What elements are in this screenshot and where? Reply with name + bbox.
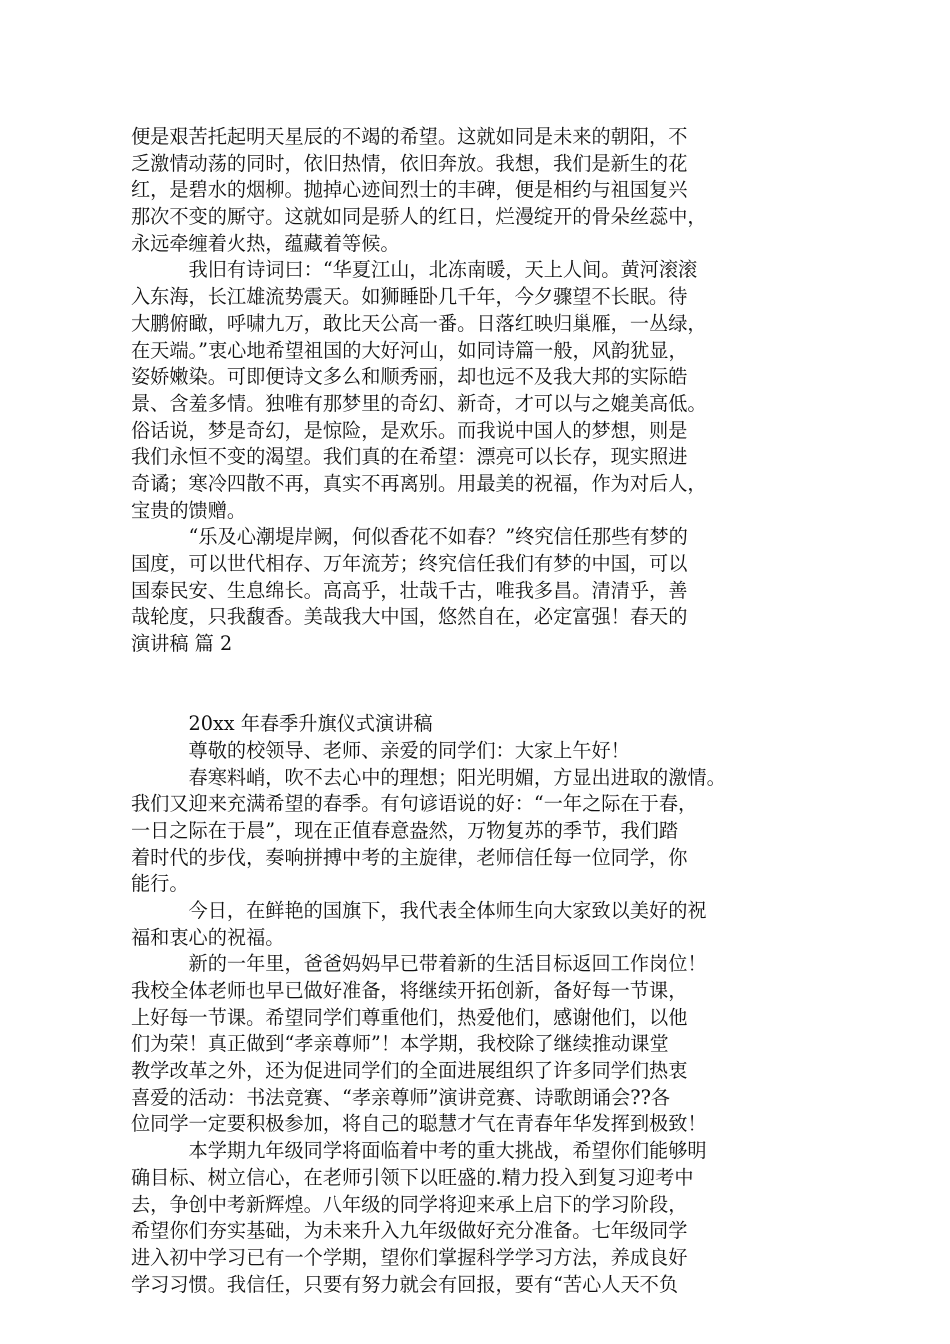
text-line: 入东海，长江雄流势震天。如狮睡卧几千年，今夕骤望不长眠。待 bbox=[131, 285, 688, 309]
text-line: 着时代的步伐，奏响拼搏中考的主旋律，老师信任每一位同学，你 bbox=[131, 845, 688, 869]
text-line: 那次不变的厮守。这就如同是骄人的红日，烂漫绽开的骨朵丝蕊中， bbox=[131, 205, 707, 229]
text-line: 宝贵的馈赠。 bbox=[131, 498, 247, 522]
text-line: 进入初中学习已有一个学期，望你们掌握科学学习方法，养成良好 bbox=[131, 1245, 688, 1269]
text-line: 一日之际在于晨”，现在正值春意盎然，万物复苏的季节，我们踏 bbox=[131, 818, 679, 842]
text-line: 喜爱的活动：书法竞赛、“孝亲尊师”演讲竞赛、诗歌朗诵会??各 bbox=[131, 1085, 671, 1109]
text-line: 教学改革之外，还为促进同学们的全面进展组织了许多同学们热衷 bbox=[131, 1059, 688, 1083]
text-line: 新的一年里，爸爸妈妈早已带着新的生活目标返回工作岗位！ bbox=[131, 952, 707, 976]
text-line: 姿娇嫩染。可即便诗文多么和顺秀丽，却也远不及我大邦的实际皓 bbox=[131, 365, 688, 389]
text-line: 永远牵缠着火热，蕴藏着等候。 bbox=[131, 231, 400, 255]
text-line: 去，争创中考新辉煌。八年级的同学将迎来承上启下的学习阶段， bbox=[131, 1192, 688, 1216]
text-line: 今日，在鲜艳的国旗下，我代表全体师生向大家致以美好的祝 bbox=[131, 898, 707, 922]
text-line: 我们又迎来充满希望的春季。有句谚语说的好：“一年之际在于春， bbox=[131, 792, 698, 816]
text-line: 在天端。”衷心地希望祖国的大好河山，如同诗篇一般，风韵犹显， bbox=[131, 338, 688, 362]
text-line: “乐及心潮堤岸阙，何似香花不如春？”终究信任那些有梦的 bbox=[131, 525, 688, 549]
text-line: 我们永恒不变的渴望。我们真的在希望：漂亮可以长存，现实照进 bbox=[131, 445, 688, 469]
text-line: 乏激情动荡的同时，依旧热情，依旧奔放。我想，我们是新生的花 bbox=[131, 151, 688, 175]
text-line: 景、含羞多情。独唯有那梦里的奇幻、新奇，才可以与之媲美高低。 bbox=[131, 391, 707, 415]
text-line: 福和衷心的祝福。 bbox=[131, 925, 285, 949]
text-line: 国度，可以世代相存、万年流芳；终究信任我们有梦的中国，可以 bbox=[131, 552, 688, 575]
text-line: 哉轮度，只我馥香。美哉我大中国，悠然自在，必定富强！春天的 bbox=[131, 605, 688, 629]
text-line: 演讲稿 篇 2 bbox=[131, 632, 233, 656]
text-line: 上好每一节课。希望同学们尊重他们，热爱他们，感谢他们，以他 bbox=[131, 1005, 688, 1029]
text-line: 便是艰苦托起明天星辰的不竭的希望。这就如同是未来的朝阳，不 bbox=[131, 125, 688, 148]
text-line: 们为荣！真正做到“孝亲尊师”！本学期，我校除了继续推动课堂 bbox=[131, 1032, 669, 1056]
text-line: 大鹏俯瞰，呼啸九万，敢比天公高一番。日落红映归巢雁，一丛绿， bbox=[131, 311, 707, 335]
blank-line bbox=[131, 658, 831, 685]
text-line: 红，是碧水的烟柳。抛掉心迹间烈士的丰碑，便是相约与祖国复兴 bbox=[131, 178, 688, 202]
text-line: 我校全体老师也早已做好准备，将继续开拓创新，备好每一节课， bbox=[131, 979, 688, 1002]
text-line: 尊敬的校领导、老师、亲爱的同学们：大家上午好！ bbox=[131, 738, 630, 762]
text-line: 国泰民安、生息绵长。高高乎，壮哉千古，唯我多昌。清清乎，善 bbox=[131, 578, 688, 602]
text-line: 位同学一定要积极参加，将自己的聪慧才气在青春年华发挥到极致！ bbox=[131, 1112, 707, 1136]
text-line: 确目标、树立信心，在老师引领下以旺盛的.精力投入到复习迎考中 bbox=[131, 1165, 694, 1189]
document-body bbox=[131, 124, 831, 1298]
text-line: 奇谲；寒冷四散不再，真实不再离别。用最美的祝福，作为对后人， bbox=[131, 471, 707, 495]
text-line: 20xx 年春季升旗仪式演讲稿 bbox=[131, 712, 433, 736]
blank-line bbox=[131, 684, 831, 711]
text-line: 希望你们夯实基础，为未来升入九年级做好充分准备。七年级同学 bbox=[131, 1219, 688, 1243]
text-line: 本学期九年级同学将面临着中考的重大挑战，希望你们能够明 bbox=[131, 1139, 707, 1163]
text-line: 能行。 bbox=[131, 872, 189, 896]
text-line: 我旧有诗词曰：“华夏江山，北冻南暖，天上人间。黄河滚滚 bbox=[131, 258, 698, 282]
text-line: 俗话说，梦是奇幻，是惊险，是欢乐。而我说中国人的梦想，则是 bbox=[131, 418, 688, 442]
text-line: 春寒料峭，吹不去心中的理想；阳光明媚，方显出进取的激情。 bbox=[131, 765, 726, 789]
text-line: 学习习惯。我信任，只要有努力就会有回报，要有“苦心人天不负 bbox=[131, 1272, 679, 1296]
